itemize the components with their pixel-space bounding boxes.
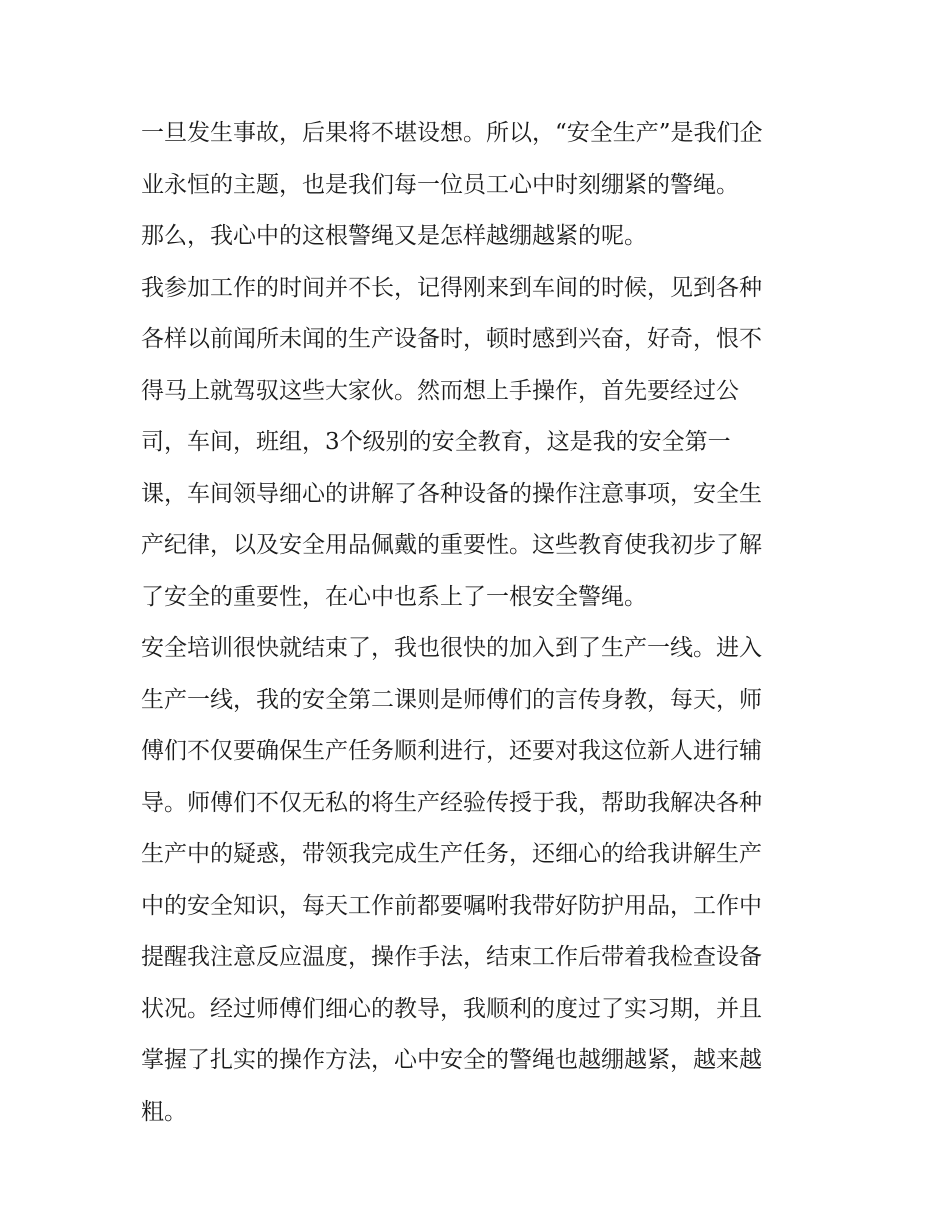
text-line: 导。师傅们不仅无私的将生产经验传授于我，帮助我解决各种	[141, 789, 762, 816]
text-line: 状况。经过师傅们细心的教导，我顺利的度过了实习期，并且	[141, 995, 762, 1022]
text-line: 课，车间领导细心的讲解了各种设备的操作注意事项，安全生	[141, 480, 762, 507]
text-line: 粗。	[141, 1098, 187, 1125]
text-line: 中的安全知识，每天工作前都要嘱咐我带好防护用品，工作中	[141, 892, 762, 919]
text-line: 业永恒的主题，也是我们每一位员工心中时刻绷紧的警绳。	[141, 171, 739, 198]
text-line: 司，车间，班组，3个级别的安全教育，这是我的安全第一	[141, 429, 731, 455]
body-text	[141, 108, 821, 1138]
text-line: 生产中的疑惑，带领我完成生产任务，还细心的给我讲解生产	[141, 841, 762, 867]
text-line: 生产一线，我的安全第二课则是师傅们的言传身教，每天，师	[141, 686, 762, 713]
text-line: 傅们不仅要确保生产任务顺利进行，还要对我这位新人进行辅	[141, 738, 762, 764]
text-line: 我参加工作的时间并不长，记得刚来到车间的时候，见到各种	[141, 274, 762, 301]
text-line: 提醒我注意反应温度，操作手法，结束工作后带着我检查设备	[141, 944, 762, 970]
text-line: 产纪律，以及安全用品佩戴的重要性。这些教育使我初步了解	[141, 532, 762, 558]
text-line: 安全培训很快就结束了，我也很快的加入到了生产一线。进入	[141, 635, 762, 661]
text-line: 一旦发生事故，后果将不堪设想。所以，“安全生产”是我们企	[141, 120, 763, 146]
text-line: 了安全的重要性，在心中也系上了一根安全警绳。	[141, 583, 647, 610]
text-line: 得马上就驾驭这些大家伙。然而想上手操作，首先要经过公	[141, 377, 739, 404]
text-line: 各样以前闻所未闻的生产设备时，顿时感到兴奋，好奇，恨不	[141, 326, 762, 352]
text-line: 那么，我心中的这根警绳又是怎样越绷越紧的呢。	[141, 223, 647, 249]
text-line: 掌握了扎实的操作方法，心中安全的警绳也越绷越紧，越来越	[141, 1047, 762, 1073]
